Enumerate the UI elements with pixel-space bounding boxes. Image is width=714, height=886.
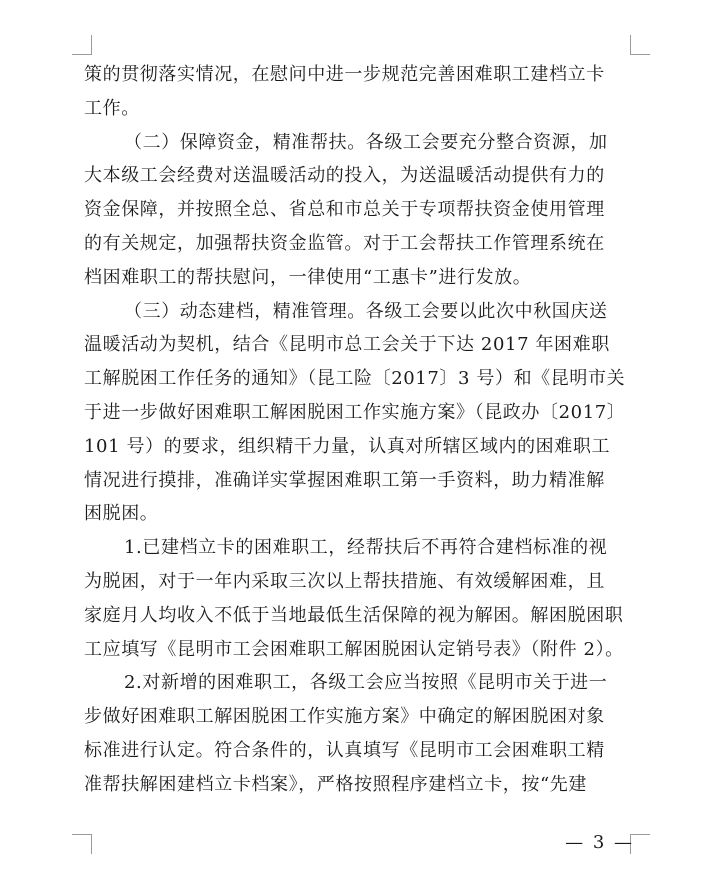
text-line: 大本级工会经费对送温暖活动的投入，为送温暖活动提供有力的 — [84, 165, 605, 187]
text-line: 工作。 — [84, 97, 140, 119]
document-body — [84, 58, 630, 802]
crop-mark-top-right-v — [630, 35, 631, 55]
page-number: — 3 — — [565, 832, 634, 853]
text-line: 步做好困难职工解困脱困工作实施方案》中确定的解困脱困对象 — [84, 706, 605, 728]
crop-mark-top-left-v — [91, 35, 92, 55]
list-item-line: 1.已建档立卡的困难职工，经帮扶后不再符合建档标准的视 — [124, 537, 608, 559]
text-line: 101 号）的要求，组织精干力量，认真对所辖区域内的困难职工 — [84, 435, 611, 457]
crop-mark-top-right-h — [630, 54, 650, 55]
text-line: 资金保障，并按照全总、省总和市总关于专项帮扶资金使用管理 — [84, 199, 605, 221]
text-line: 家庭月人均收入不低于当地最低生活保障的视为解困。解困脱困职 — [84, 604, 624, 626]
text-line: 情况进行摸排，准确详实掌握困难职工第一手资料，助力精准解 — [84, 469, 605, 491]
text-line: 于进一步做好困难职工解困脱困工作实施方案》（昆政办〔2017〕 — [84, 401, 626, 423]
paragraph-heading-line: （二）保障资金，精准帮扶。各级工会要充分整合资源，加 — [124, 131, 608, 153]
text-line: 工解脱困工作任务的通知》（昆工险〔2017〕3 号）和《昆明市关 — [84, 368, 626, 390]
text-line: 标准进行认定。符合条件的，认真填写《昆明市工会困难职工精 — [84, 739, 605, 761]
text-line: 工应填写《昆明市工会困难职工解困脱困认定销号表》（附件 2）。 — [84, 638, 624, 660]
crop-mark-top-left-h — [72, 54, 92, 55]
text-line: 困脱困。 — [84, 503, 159, 525]
text-line: 的有关规定，加强帮扶资金监管。对于工会帮扶工作管理系统在 — [84, 232, 605, 254]
text-line: 档困难职工的帮扶慰问，一律使用“工惠卡”进行发放。 — [84, 266, 532, 288]
text-line: 温暖活动为契机，结合《昆明市总工会关于下达 2017 年困难职 — [84, 334, 610, 356]
text-line: 为脱困，对于一年内采取三次以上帮扶措施、有效缓解困难，且 — [84, 570, 605, 592]
paragraph-heading-line: （三）动态建档，精准管理。各级工会要以此次中秋国庆送 — [124, 300, 608, 322]
list-item-line: 2.对新增的困难职工，各级工会应当按照《昆明市关于进一 — [124, 672, 608, 694]
text-line: 策的贯彻落实情况，在慰问中进一步规范完善困难职工建档立卡 — [84, 64, 605, 85]
text-line: 准帮扶解困建档立卡档案》，严格按照程序建档立卡，按“先建 — [84, 773, 587, 795]
